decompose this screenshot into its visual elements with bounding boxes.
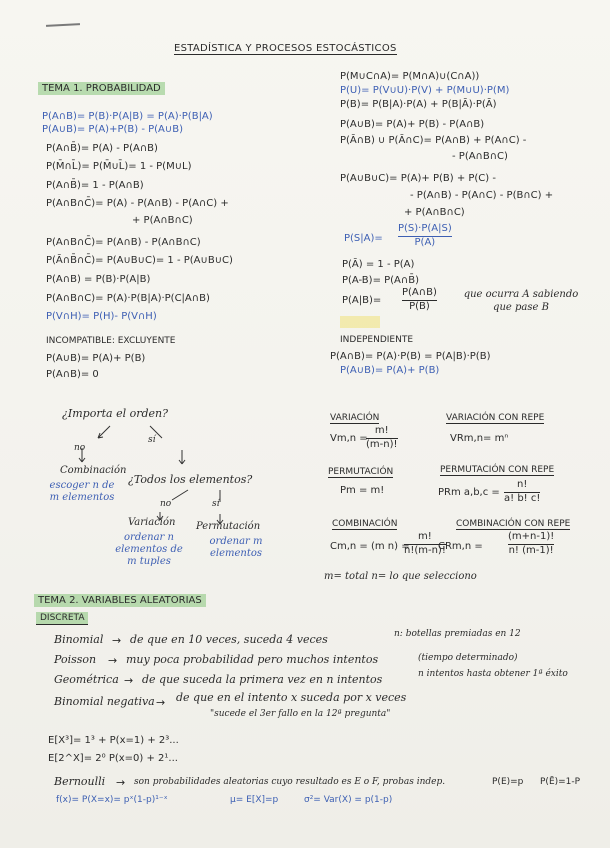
- tree-no: no: [74, 443, 86, 453]
- dist-name: Binomial: [54, 633, 104, 646]
- formula: P(B)= P(B|A)·P(A) + P(B|Ā)·P(Ā): [340, 99, 497, 110]
- independiente-label: INDEPENDIENTE: [340, 335, 414, 345]
- conditional-lhs: P(A|B)=: [342, 295, 382, 306]
- highlight-mark: [340, 316, 380, 328]
- formula: P(Ā∩B̄∩C̄)= P(A∪B∪C)= 1 - P(A∪B∪C): [46, 255, 233, 266]
- bernoulli-variance: σ²= Var(X) = p(1-p): [304, 795, 393, 805]
- formula: P(A∩B̄)= 1 - P(A∩B): [46, 180, 144, 191]
- permutacion-formula: Pm = m!: [340, 485, 385, 496]
- dist-extra: "sucede el 3er fallo en la 12ª pregunta": [210, 709, 391, 719]
- tema1-heading: TEMA 1. PROBABILIDAD: [38, 84, 165, 94]
- bernoulli-desc: son probabilidades aleatorias cuyo resultado es E o F, probas indep.: [134, 777, 446, 787]
- tema2-subheading: DISCRETA: [36, 614, 88, 623]
- conditional-fraction: [402, 288, 437, 312]
- combinacion-repe-numerator: (m+n-1)!: [508, 531, 555, 542]
- pen-mark: [46, 23, 80, 27]
- formula: P(M̄∩L̄)= P(M̄∪L̄)= 1 - P(M∪L): [46, 161, 192, 172]
- tree-combinacion: Combinación: [60, 465, 127, 476]
- formula: P(A∪B)= P(A)+ P(B): [46, 353, 146, 364]
- combinacion-repe-fraction: [508, 532, 554, 556]
- combinacion-repe-label: COMBINACIÓN CON REPE: [456, 519, 571, 529]
- permutacion-repe-lhs: PRm a,b,c =: [438, 487, 500, 498]
- tree-permutacion: Permutación: [196, 521, 261, 532]
- arrow-icon: →: [116, 776, 126, 789]
- arrow-icon: →: [156, 696, 166, 709]
- permutacion-label: PERMUTACIÓN: [328, 467, 394, 477]
- variacion-denominator: (m-n)!: [366, 438, 398, 450]
- combinacion-repe-denominator: n! (m-1)!: [508, 544, 554, 556]
- formula: P(V∩H)= P(H)- P(V∩H): [46, 311, 157, 322]
- bernoulli-name: Bernoulli: [54, 775, 106, 788]
- tree-variacion: Variación: [128, 517, 176, 528]
- permutacion-repe-fraction: [504, 480, 540, 504]
- permutacion-repe-label: PERMUTACIÓN CON REPE: [440, 465, 555, 475]
- formula: + P(A∩B∩C): [132, 215, 193, 226]
- combinatorics-note: m= total n= lo que selecciono: [324, 571, 477, 582]
- formula: P(A∩B)= P(B)·P(A|B) = P(A)·P(B|A): [42, 111, 213, 122]
- formula: P(A-B)= P(A∩B̄): [342, 275, 419, 286]
- formula: + P(A∩B∩C): [404, 207, 465, 218]
- conditional-numerator: P(A∩B): [402, 287, 437, 298]
- formula: P(U)= P(V∪U)·P(V) + P(M∪U)·P(M): [340, 85, 510, 96]
- tree-question2: ¿Todos los elementos?: [128, 473, 253, 486]
- dist-extra: n: botellas premiadas en 12: [394, 629, 521, 639]
- formula: P(A∩B∩C)= P(A)·P(B|A)·P(C|A∩B): [46, 293, 210, 304]
- bayes-lhs: P(S|A)=: [344, 233, 383, 244]
- bernoulli-pe: P(E)=p: [492, 777, 524, 787]
- tree-no2: no: [160, 499, 172, 509]
- combinacion-lhs: Cm,n = (m n) =: [330, 541, 410, 552]
- formula: P(A∩B∩C̄)= P(A) - P(A∩B) - P(A∩C) +: [46, 198, 229, 209]
- dist-desc: de que suceda la primera vez en n intentos: [142, 673, 383, 686]
- dist-name: Geométrica: [54, 673, 119, 686]
- formula: P(A∪B)= P(A)+ P(B) - P(A∩B): [340, 119, 485, 130]
- variacion-repe-formula: VRm,n= mⁿ: [450, 433, 509, 444]
- expectation: E[X³]= 1³ + P(x=1) + 2³...: [48, 735, 179, 746]
- permutacion-repe-numerator: n!: [517, 479, 528, 490]
- tree-si2: sí: [212, 499, 220, 509]
- incompatible-label: INCOMPATIBLE: EXCLUYENTE: [46, 336, 176, 346]
- formula: - P(A∩B) - P(A∩C) - P(B∩C) +: [410, 190, 554, 201]
- formula: P(A∪B)= P(A)+ P(B): [340, 365, 440, 376]
- combinacion-repe-lhs: CRm,n =: [438, 541, 483, 552]
- formula: P(A∩B)= P(A)·P(B) = P(A|B)·P(B): [330, 351, 491, 362]
- formula: P(A∩B̄)= P(A) - P(A∩B): [46, 143, 158, 154]
- tree-variacion-note: ordenar n elementos de m tuples: [115, 532, 183, 567]
- tema2-heading: TEMA 2. VARIABLES ALEATORIAS: [34, 596, 206, 606]
- combinacion-denominator: n!(m-n)!: [404, 544, 446, 556]
- dist-name: Binomial negativa: [54, 695, 155, 708]
- expectation: E[2^X]= 2⁰ P(x=0) + 2¹...: [48, 753, 178, 764]
- tree-combinacion-note: escoger n de m elementos: [49, 480, 115, 503]
- dist-extra: (tiempo determinado): [418, 653, 518, 663]
- tree-permutacion-note: ordenar m elementos: [209, 536, 263, 559]
- formula: P(A∩B) = P(B)·P(A|B): [46, 274, 151, 285]
- formula: P(A∩B∩C̄)= P(A∩B) - P(A∩B∩C): [46, 237, 201, 248]
- dist-desc: muy poca probabilidad pero muchos intentos: [126, 653, 379, 666]
- arrow-icon: →: [124, 674, 134, 687]
- bayes-fraction: [398, 224, 452, 248]
- formula: P(A∪B)= P(A)+P(B) - P(A∪B): [42, 124, 183, 135]
- page-title: ESTADÍSTICA Y PROCESOS ESTOCÁSTICOS: [174, 43, 397, 54]
- arrow-icon: →: [108, 654, 118, 667]
- formula: - P(A∩B∩C): [452, 151, 508, 162]
- permutacion-repe-denominator: a! b! c!: [504, 492, 541, 504]
- dist-extra: n intentos hasta obtener 1ª éxito: [418, 669, 568, 679]
- variacion-fraction: [366, 426, 398, 450]
- tree-question: ¿Importa el orden?: [62, 407, 169, 420]
- formula: P(A∩B)= 0: [46, 369, 99, 380]
- conditional-note: que ocurra A sabiendo que pase B: [463, 289, 579, 313]
- dist-desc: de que en 10 veces, suceda 4 veces: [130, 633, 328, 646]
- bayes-denominator: P(A): [414, 236, 436, 248]
- bernoulli-mean: μ= E[X]=p: [230, 795, 279, 805]
- formula: P(Ā) = 1 - P(A): [342, 259, 415, 270]
- variacion-numerator: m!: [374, 425, 389, 436]
- formula: P(A∪B∪C)= P(A)+ P(B) + P(C) -: [340, 173, 496, 184]
- dist-desc: de que en el intento x suceda por x veces: [176, 691, 407, 704]
- tree-si: sí: [148, 435, 156, 445]
- dist-name: Poisson: [54, 653, 97, 666]
- variacion-repe-label: VARIACIÓN CON REPE: [446, 413, 545, 423]
- variacion-lhs: Vm,n =: [330, 433, 368, 444]
- bernoulli-pmf: f(x)= P(X=x)= pˣ(1-p)¹⁻ˣ: [56, 795, 168, 805]
- bayes-numerator: P(S)·P(A|S): [398, 223, 452, 234]
- combinacion-label: COMBINACIÓN: [332, 519, 398, 529]
- arrow-icon: →: [112, 634, 122, 647]
- bernoulli-pf: P(Ē)=1-P: [540, 777, 581, 787]
- variacion-label: VARIACIÓN: [330, 413, 380, 423]
- conditional-denominator: P(B): [409, 300, 430, 312]
- formula: P(M∪C∩A)= P(M∩A)∪(C∩A)): [340, 71, 480, 82]
- combinacion-numerator: m!: [418, 531, 432, 542]
- formula: P(Ā∩B) ∪ P(Ā∩C)= P(A∩B) + P(A∩C) -: [340, 135, 527, 146]
